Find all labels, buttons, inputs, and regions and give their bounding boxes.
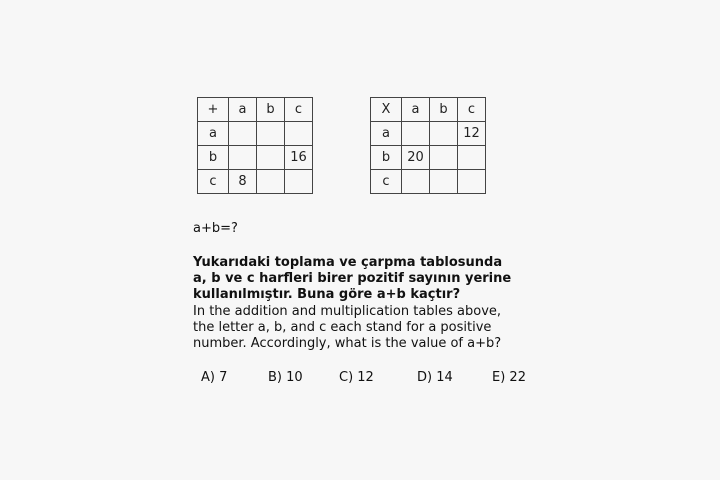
table-cell — [402, 170, 430, 194]
multiplication-table — [370, 97, 486, 194]
table-cell: 20 — [402, 146, 430, 170]
table-cell — [229, 122, 257, 146]
option-e[interactable]: E) 22 — [492, 370, 526, 385]
table-cell — [430, 146, 458, 170]
table-cell: 8 — [229, 170, 257, 194]
question-line: a, b ve c harfleri birer pozitif sayının yerine — [193, 271, 512, 286]
table-cell: + — [198, 98, 229, 122]
table-cell — [402, 122, 430, 146]
table-cell: 16 — [285, 146, 313, 170]
table-cell: b — [371, 146, 402, 170]
table-cell — [430, 122, 458, 146]
addition-table — [197, 97, 313, 194]
option-b[interactable]: B) 10 — [268, 370, 303, 385]
table-cell: b — [257, 98, 285, 122]
question-line: kullanılmıştır. Buna göre a+b kaçtır? — [193, 287, 461, 302]
table-cell — [458, 170, 486, 194]
question-line: number. Accordingly, what is the value of a+b? — [193, 336, 502, 351]
table-cell: a — [402, 98, 430, 122]
table-cell: c — [285, 98, 313, 122]
question-line: the letter a, b, and c each stand for a positive — [193, 320, 492, 335]
table-cell — [257, 122, 285, 146]
option-a[interactable]: A) 7 — [201, 370, 228, 385]
table-cell: a — [229, 98, 257, 122]
table-cell: X — [371, 98, 402, 122]
table-cell — [285, 170, 313, 194]
table-cell: b — [430, 98, 458, 122]
table-cell: a — [198, 122, 229, 146]
table-cell: b — [198, 146, 229, 170]
table-cell: c — [198, 170, 229, 194]
table-cell — [458, 146, 486, 170]
table-cell: c — [371, 170, 402, 194]
table-cell: c — [458, 98, 486, 122]
question-turkish — [193, 255, 553, 303]
option-d[interactable]: D) 14 — [417, 370, 453, 385]
table-cell: 12 — [458, 122, 486, 146]
question-english — [193, 304, 553, 352]
table-cell — [285, 122, 313, 146]
table-cell: a — [371, 122, 402, 146]
option-c[interactable]: C) 12 — [339, 370, 374, 385]
question-line: Yukarıdaki toplama ve çarpma tablosunda — [193, 255, 503, 270]
table-cell — [430, 170, 458, 194]
question-line: In the addition and multiplication tables above, — [193, 304, 502, 319]
table-cell — [229, 146, 257, 170]
table-cell — [257, 146, 285, 170]
table-cell — [257, 170, 285, 194]
equation-prompt: a+b=? — [193, 221, 238, 236]
